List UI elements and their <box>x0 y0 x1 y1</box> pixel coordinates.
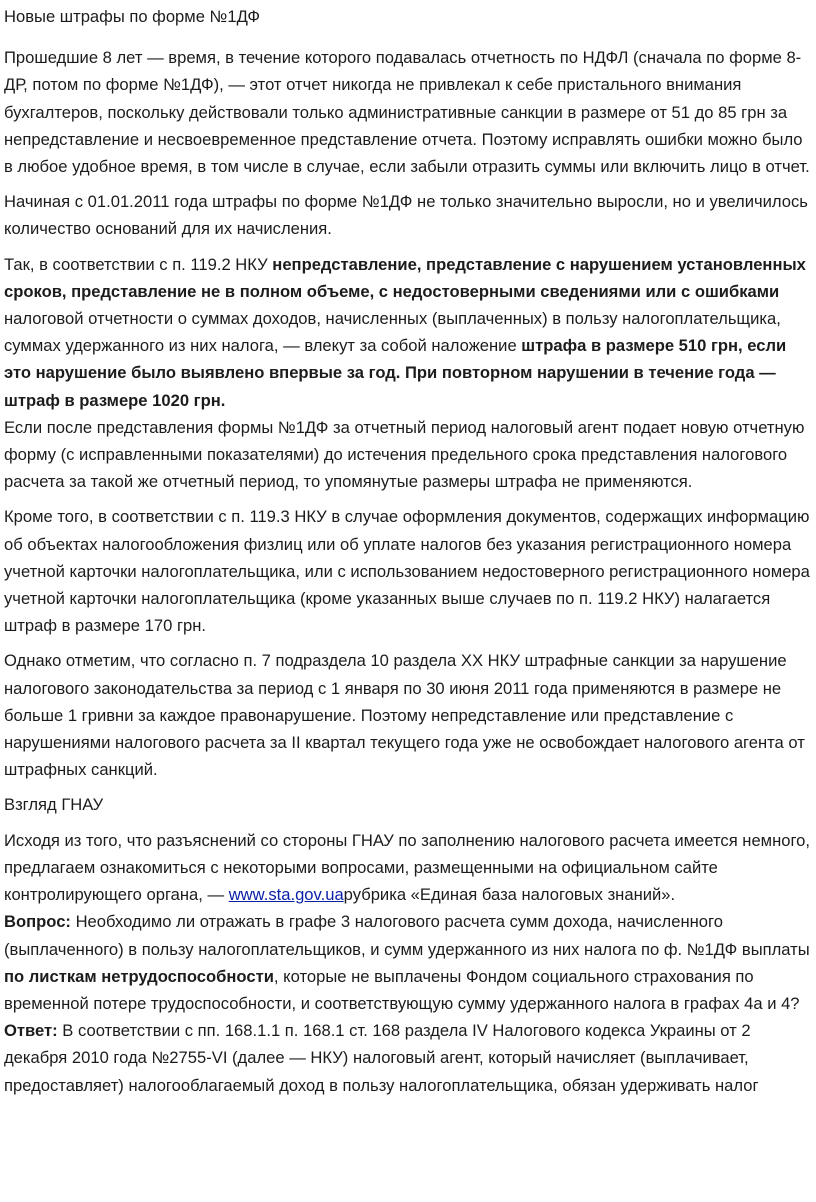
paragraph-3-bold-2: штрафа в размере 510 грн, если это нарушение было выявлено впервые за год. При повторном нарушении в течение года — штраф в размере 1020 грн. <box>4 336 787 410</box>
paragraph-3-bold-1: непредставление, представление с нарушением установленных сроков, представление не в полном объеме, с недостоверными сведениями или с ошибками <box>4 254 806 301</box>
question-label: Вопрос: <box>4 912 71 932</box>
question-text-1: Необходимо ли отражать в графе 3 налогового расчета сумм дохода, начисленного (выплаченного) в пользу налогоплательщиков, и сумм удержанного из них налога по ф. №1ДФ выплаты <box>4 912 810 959</box>
paragraph-6: Однако отметим, что согласно п. 7 подраздела 10 раздела XX НКУ штрафные санкции за нарушение налогового законодательства за период с 1 января по 30 июня 2011 года применяются в размере не больше 1 гривни за каждое правонарушение. Поэтому непредставление или представление с нарушениями налогового расчета за II квартал текущего года уже не освобождает налогового агента от штрафных санкций. <box>4 651 805 780</box>
document <box>4 0 812 1099</box>
question-text-2: , которые не выплачены Фондом социального страхования по временной потере трудоспособности, и соответствующую сумму удержанного налога в графах 4а и 4? <box>4 966 800 1013</box>
answer-text: В соответствии с пп. 168.1.1 п. 168.1 ст. 168 раздела IV Налогового кодекса Украины от 2 декабря 2010 года №2755-VI (далее — НКУ) налоговый агент, который начисляет (выплачивает, предоставляет) налогооблагаемый доход в пользу налогоплательщика, обязан удерживать налог <box>4 1021 759 1095</box>
paragraph-2: Начиная с 01.01.2011 года штрафы по форме №1ДФ не только значительно выросли, но и увеличилось количество оснований для их начисления. <box>4 192 808 239</box>
question-bold: по листкам нетрудоспособности <box>4 966 274 986</box>
paragraph-7-text-1: Исходя из того, что разъяснений со стороны ГНАУ по заполнению налогового расчета имеется немного, предлагаем ознакомиться с некоторыми вопросами, размещенными на официальном сайте контролирующего органа, — <box>4 830 811 905</box>
paragraph-7 <box>4 827 812 909</box>
paragraph-4: Если после представления формы №1ДФ за отчетный период налоговый агент подает новую отчетную форму (с исправленными показателями) до истечения предельного срока представления налогового расчета за такой же отчетный период, то упомянутые размеры штрафа не применяются. <box>4 417 805 492</box>
section-heading: Взгляд ГНАУ <box>4 795 104 815</box>
answer-label: Ответ: <box>4 1021 58 1041</box>
paragraph-3 <box>4 251 812 414</box>
question-paragraph <box>4 908 812 1017</box>
paragraph-1: Прошедшие 8 лет — время, в течение которого подавалась отчетность по НДФЛ (сначала по форме 8-ДР, потом по форме №1ДФ), — этот отчет никогда не привлекал к себе пристального внимания бухгалтеров, поскольку действовали только административные санкции в размере от 51 до 85 грн за непредставление и несвоевременное представление отчета. Поэтому исправлять ошибки можно было в любое удобное время, в том числе в случае, если забыли отразить суммы или включить лицо в отчет. <box>4 48 810 177</box>
sta-gov-link[interactable]: www.sta.gov.ua <box>228 885 344 905</box>
paragraph-3-text-2: налоговой отчетности о суммах доходов, начисленных (выплаченных) в пользу налогоплательщика, суммах удержанного из них налога, — влекут за собой наложение <box>4 309 781 356</box>
document-title: Новые штрафы по форме №1ДФ <box>4 7 261 26</box>
paragraph-5: Кроме того, в соответствии с п. 119.3 НКУ в случае оформления документов, содержащих информацию об объектах налогообложения физлиц или об уплате налогов без указания регистрационного номера учетной карточки налогоплательщика, или с использованием недостоверного регистрационного номера учетной карточки налогоплательщика (кроме указанных выше случаев по п. 119.2 НКУ) налагается штраф в размере 170 грн. <box>4 507 810 636</box>
paragraph-3-text-1: Так, в соответствии с п. 119.2 НКУ <box>4 254 273 274</box>
paragraph-7-text-2: рубрика «Единая база налоговых знаний». <box>343 885 676 905</box>
answer-paragraph <box>4 1017 812 1099</box>
